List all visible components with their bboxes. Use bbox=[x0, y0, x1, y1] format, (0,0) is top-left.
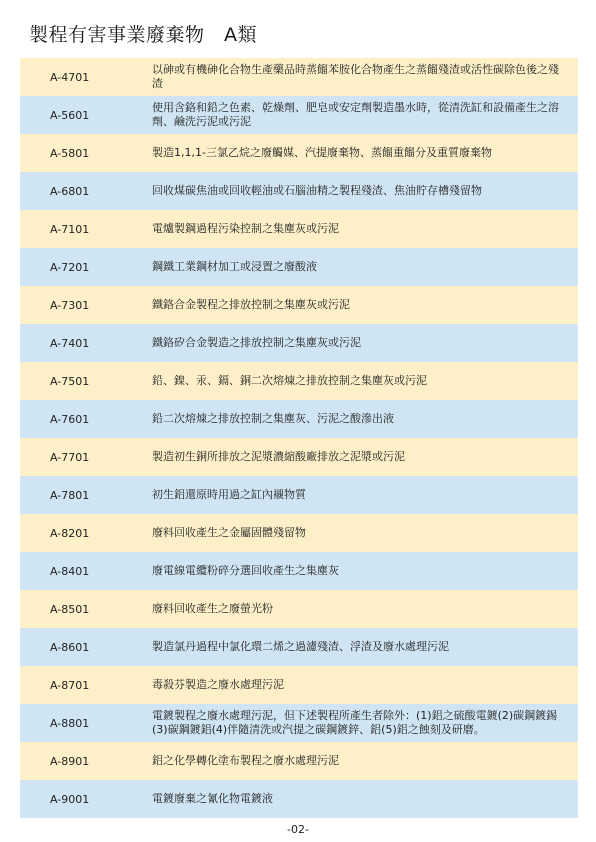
waste-code-table bbox=[20, 58, 578, 818]
waste-description: 鉛二次熔煉之排放控制之集塵灰、污泥之酸滲出液 bbox=[152, 412, 394, 425]
table-row bbox=[20, 248, 578, 286]
waste-description: 製造氯丹過程中氯化環二烯之過濾殘渣、浮渣及廢水處理污泥 bbox=[152, 640, 449, 653]
waste-code: A-8801 bbox=[50, 716, 90, 730]
waste-code: A-8701 bbox=[50, 678, 90, 692]
table-row bbox=[20, 742, 578, 780]
waste-code: A-7401 bbox=[50, 336, 90, 350]
waste-description: 鐵鉻合金製程之排放控制之集塵灰或污泥 bbox=[152, 298, 350, 311]
table-row bbox=[20, 58, 578, 96]
waste-code: A-8601 bbox=[50, 640, 90, 654]
waste-code: A-9001 bbox=[50, 792, 90, 806]
waste-description: 廢電線電纜粉碎分選回收產生之集塵灰 bbox=[152, 564, 339, 577]
waste-code: A-8501 bbox=[50, 602, 90, 616]
table-row bbox=[20, 210, 578, 248]
waste-code: A-7101 bbox=[50, 222, 90, 236]
waste-description: 鋁之化學轉化塗布製程之廢水處理污泥 bbox=[152, 754, 339, 767]
waste-code: A-7201 bbox=[50, 260, 90, 274]
waste-description: 初生鋁還原時用過之缸內襯物質 bbox=[152, 488, 306, 501]
waste-code: A-8401 bbox=[50, 564, 90, 578]
table-row bbox=[20, 172, 578, 210]
waste-code: A-7701 bbox=[50, 450, 90, 464]
table-row bbox=[20, 514, 578, 552]
waste-code: A-6801 bbox=[50, 184, 90, 198]
waste-description: 鉛、鎳、汞、鎘、銅二次熔煉之排放控制之集塵灰或污泥 bbox=[152, 374, 427, 387]
table-row bbox=[20, 362, 578, 400]
waste-description: 毒殺芬製造之廢水處理污泥 bbox=[152, 678, 284, 691]
table-row bbox=[20, 552, 578, 590]
waste-code: A-8901 bbox=[50, 754, 90, 768]
waste-code: A-7801 bbox=[50, 488, 90, 502]
waste-description: 製造初生銅所排放之泥漿濃縮酸廠排放之泥漿或污泥 bbox=[152, 450, 405, 463]
table-row bbox=[20, 400, 578, 438]
table-row bbox=[20, 666, 578, 704]
waste-description: 鋼鐵工業鋼材加工或浸置之廢酸液 bbox=[152, 260, 317, 273]
waste-description: 回收煤碳焦油或回收輕油或石腦油精之製程殘渣、焦油貯存槽殘留物 bbox=[152, 184, 482, 197]
waste-description: 電鍍廢棄之氰化物電鍍液 bbox=[152, 792, 273, 805]
table-row bbox=[20, 324, 578, 362]
waste-code: A-8201 bbox=[50, 526, 90, 540]
table-row bbox=[20, 438, 578, 476]
page-title: 製程有害事業廢棄物 A類 bbox=[29, 24, 257, 46]
table-row bbox=[20, 96, 578, 134]
waste-code: A-5801 bbox=[50, 146, 90, 160]
table-row bbox=[20, 476, 578, 514]
waste-description: 廢料回收產生之金屬固體殘留物 bbox=[152, 526, 306, 539]
waste-description: 以砷或有機砷化合物生產藥品時蒸餾苯胺化合物產生之蒸餾殘渣或活性碳除色後之殘渣 bbox=[152, 63, 559, 90]
table-row bbox=[20, 134, 578, 172]
table-row bbox=[20, 286, 578, 324]
waste-code: A-7601 bbox=[50, 412, 90, 426]
table-row bbox=[20, 590, 578, 628]
table-row bbox=[20, 780, 578, 818]
waste-description: 電鍍製程之廢水處理污泥，但下述製程所產生者除外：(1)鋁之硫酸電鍍(2)碳鋼鍍錫(3)碳鋼鍍鋁(4)伴隨清洗或汽提之碳鋼鍍鋅、鋁(5)鋁之蝕刻及研磨。 bbox=[152, 709, 558, 736]
waste-code: A-7501 bbox=[50, 374, 90, 388]
waste-description: 製造1,1,1-三氯乙烷之廢觸媒、汽提廢棄物、蒸餾重餾分及重質廢棄物 bbox=[152, 146, 492, 159]
page-number: -02- bbox=[287, 823, 309, 836]
table-row bbox=[20, 704, 578, 742]
table-row bbox=[20, 628, 578, 666]
waste-code: A-4701 bbox=[50, 70, 90, 84]
waste-code: A-7301 bbox=[50, 298, 90, 312]
waste-description: 使用含鉻和鉛之色素、乾燥劑、肥皂或安定劑製造墨水時，從清洗缸和設備產生之溶劑、鹼洗污泥或污泥 bbox=[152, 101, 559, 128]
waste-code: A-5601 bbox=[50, 108, 90, 122]
waste-description: 廢料回收產生之廢螢光粉 bbox=[152, 602, 273, 615]
waste-description: 電爐製鋼過程污染控制之集塵灰或污泥 bbox=[152, 222, 339, 235]
waste-description: 鐵鉻矽合金製造之排放控制之集塵灰或污泥 bbox=[152, 336, 361, 349]
